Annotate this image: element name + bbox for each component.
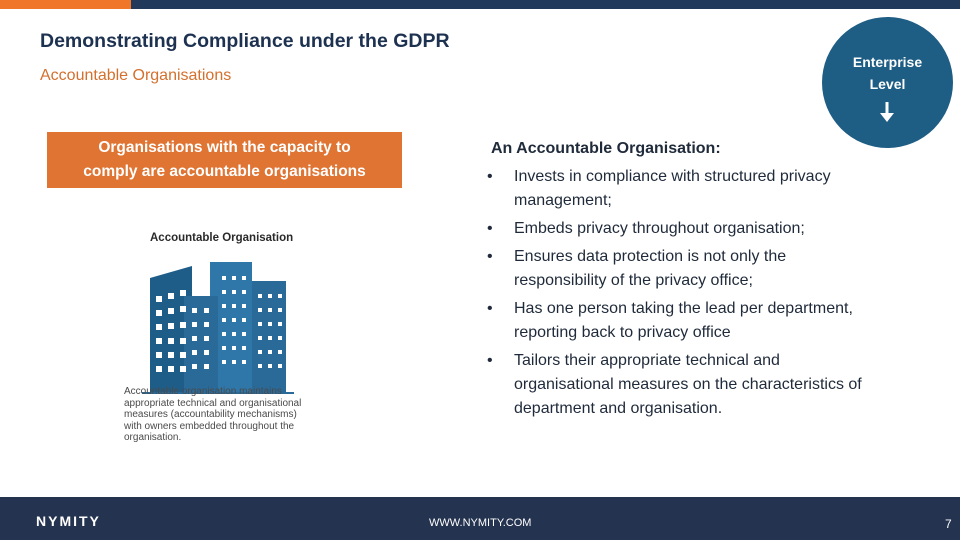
page-title: Demonstrating Compliance under the GDPR: [40, 30, 450, 52]
bullet-text-line: Tailors their appropriate technical and: [514, 352, 780, 369]
nymity-logo: NYMITY: [36, 513, 101, 529]
illustration-desc-line: organisation.: [124, 432, 182, 443]
content-heading: An Accountable Organisation:: [491, 140, 721, 157]
bullet-text-line: responsibility of the privacy office;: [514, 272, 753, 289]
level-badge-line1: Enterprise: [852, 54, 923, 70]
list-item: [482, 297, 932, 345]
content-panel: [482, 137, 932, 421]
illustration-desc-line: measures (accountability mechanisms): [124, 409, 297, 420]
bullet-dot: •: [487, 220, 493, 237]
callout-line1: Organisations with the capacity to: [98, 139, 351, 156]
arrow-down-icon: [878, 101, 896, 123]
top-accent-bar-orange: [0, 0, 131, 9]
list-item: [482, 245, 932, 293]
enterprise-level-badge: [822, 17, 953, 148]
illustration-title: Accountable Organisation: [150, 232, 294, 244]
callout-box: [47, 132, 402, 188]
bullet-text-line: organisational measures on the characteristics of: [514, 376, 862, 393]
top-accent-bar-navy: [131, 0, 960, 9]
bullet-text-line: department and organisation.: [514, 400, 723, 417]
illustration-description: [124, 386, 339, 444]
level-badge-text: [822, 51, 953, 95]
list-item: [482, 349, 932, 421]
bullet-dot: •: [487, 300, 493, 317]
bullet-text-line: Invests in compliance with structured privacy: [514, 168, 831, 185]
list-item: [482, 165, 932, 213]
bullet-text-line: Ensures data protection is not only the: [514, 248, 787, 265]
level-badge-line2: Level: [869, 76, 906, 92]
bullet-text-line: Embeds privacy throughout organisation;: [514, 220, 805, 237]
bullet-text-line: reporting back to privacy office: [514, 324, 731, 341]
bullet-text-line: Has one person taking the lead per department,: [514, 300, 853, 317]
illustration-desc-line: Accountable organisation maintains: [124, 386, 282, 397]
illustration-desc-line: with owners embedded throughout the: [124, 420, 295, 432]
page-subtitle: Accountable Organisations: [40, 67, 232, 84]
illustration-desc-line: appropriate technical and organisational: [124, 397, 302, 409]
bullet-text-line: management;: [514, 192, 612, 209]
callout-line2: comply are accountable organisations: [83, 163, 366, 180]
bullet-dot: •: [487, 168, 493, 185]
page-number: 7: [945, 517, 952, 531]
footer-url-link[interactable]: WWW.NYMITY.COM: [429, 517, 532, 529]
bullet-dot: •: [487, 248, 493, 265]
bullet-dot: •: [487, 352, 493, 369]
list-item: [482, 217, 932, 241]
